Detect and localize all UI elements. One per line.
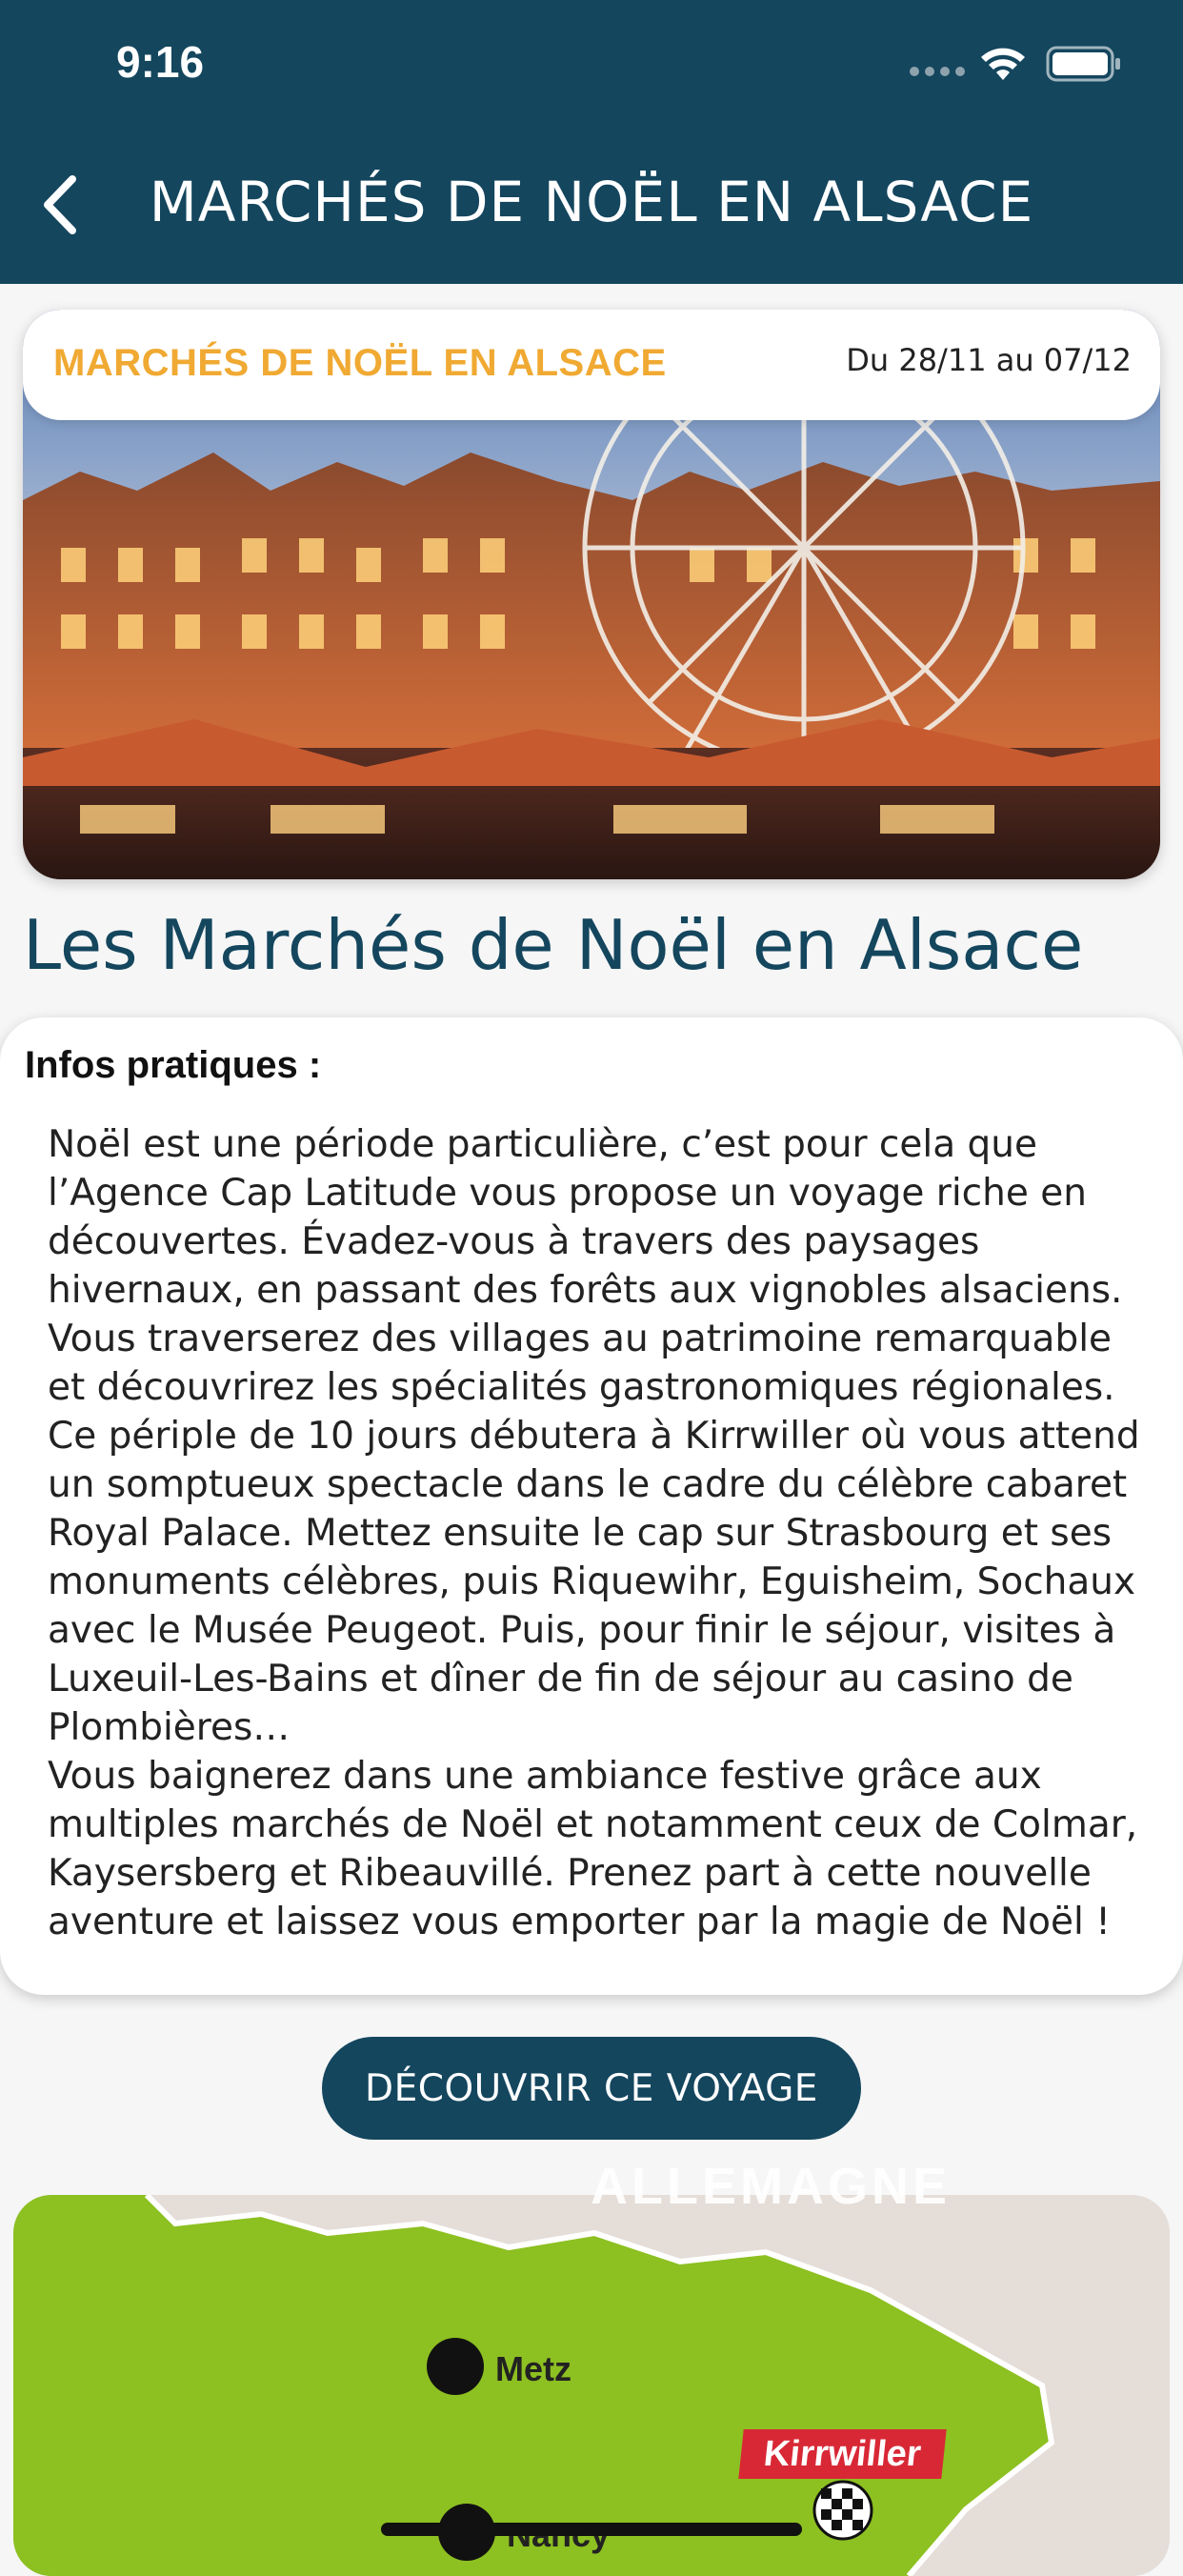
map-city-kirrwiller: Kirrwiller — [738, 2429, 946, 2479]
info-paragraph: Noël est une période particulière, c’est pour cela que l’Agence Cap Latitude vous propose un voyage riche en découvertes. Évadez-vous à travers des paysages hivernaux, en passant des forêts aux vignobles alsaciens. Vous traverserez des villages au patrimoine remarquable et découvrirez les spécialités gastronomiques régionales. Ce périple de 10 jours débutera à Kirrwiller où vous attend un somptueux spectacle dans le cadre du célèbre cabaret Royal Palace. Mettez ensuite le cap sur Strasbourg et ses monuments célèbres, puis Riquewihr, Eguisheim, Sochaux avec le Musée Peugeot. Puis, pour finir le séjour, visites à Luxeuil-Les-Bains et dîner de fin de séjour au casino de Plombières… — [48, 1123, 1140, 1749]
cellular-signal-icon — [910, 67, 965, 76]
hero-title: MARCHÉS DE NOËL EN ALSACE — [53, 342, 667, 384]
hero-title-bar — [23, 310, 1160, 420]
map-country-label: ALLEMAGNE — [591, 2158, 951, 2215]
page-heading: Les Marchés de Noël en Alsace — [23, 905, 1084, 985]
home-indicator[interactable] — [381, 2523, 802, 2536]
city-marker-icon — [427, 2338, 484, 2395]
status-time: 9:16 — [116, 37, 205, 87]
hero-card[interactable] — [23, 310, 1160, 879]
info-description — [48, 1120, 1153, 1946]
checkered-flag-icon — [810, 2477, 876, 2544]
hero-date: Du 28/11 au 07/12 — [846, 342, 1132, 378]
info-paragraph: Vous baignerez dans une ambiance festive grâce aux multiples marchés de Noël et notamment ceux de Colmar, Kaysersberg et Ribeauvillé. Prenez part à cette nouvelle aventure et laissez vous emporter par la magie de Noël ! — [48, 1755, 1138, 1943]
info-label: Infos pratiques : — [25, 1044, 322, 1086]
app-header — [0, 0, 1183, 284]
battery-icon — [1046, 46, 1122, 82]
map-city-metz: Metz — [495, 2349, 571, 2388]
wifi-icon — [979, 44, 1027, 82]
discover-trip-button[interactable]: DÉCOUVRIR CE VOYAGE — [322, 2037, 861, 2140]
info-card — [0, 1017, 1183, 1995]
nav-title: MARCHÉS DE NOËL EN ALSACE — [149, 170, 1034, 234]
